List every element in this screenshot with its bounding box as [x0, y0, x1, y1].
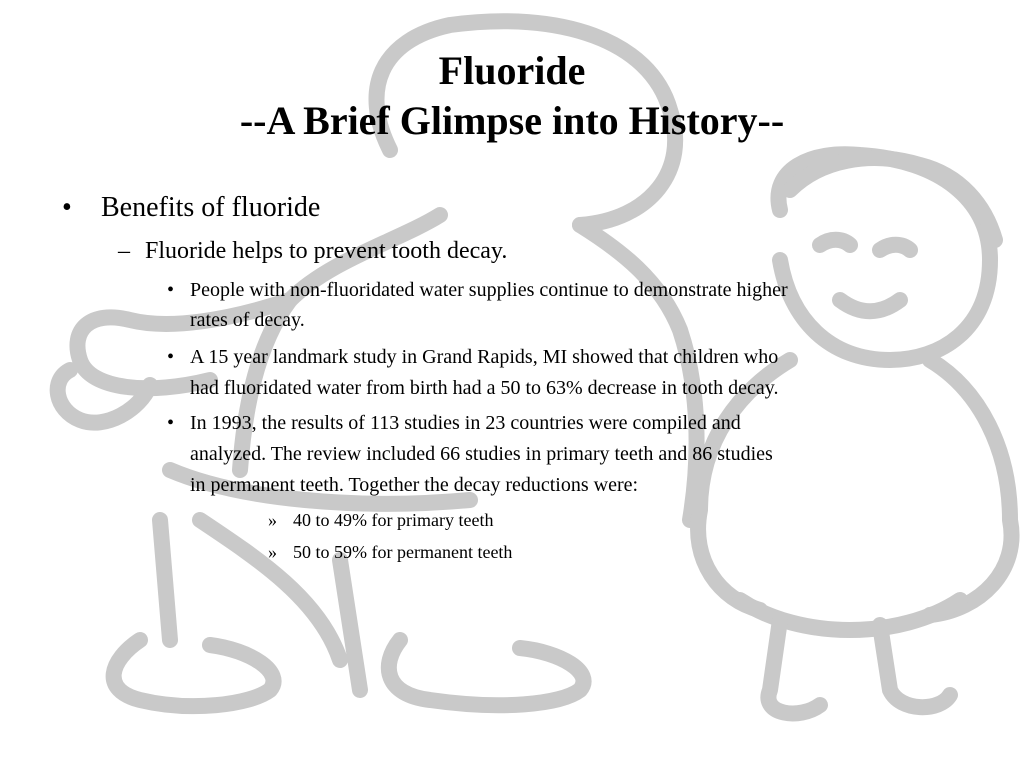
bullet-marker-level3: •	[167, 346, 175, 368]
title-line-2: --A Brief Glimpse into History--	[239, 98, 785, 143]
point-1993-review-line3: in permanent teeth. Together the decay reductions were:	[190, 474, 639, 496]
point-grand-rapids-line2: had fluoridated water from birth had a 50 to 63% decrease in tooth decay.	[190, 377, 779, 399]
point-1993-review-line2: analyzed. The review included 66 studies in primary teeth and 86 studies	[190, 443, 773, 465]
result-permanent-teeth: 50 to 59% for permanent teeth	[293, 542, 513, 562]
chevron-marker-level4: »	[268, 510, 277, 530]
dash-marker-level2: –	[118, 238, 130, 264]
point-grand-rapids-line1: A 15 year landmark study in Grand Rapids, MI showed that children who	[190, 346, 779, 368]
subbullet-text-prevent-decay: Fluoride helps to prevent tooth decay.	[145, 238, 508, 264]
point-1993-review-line1: In 1993, the results of 113 studies in 23 countries were compiled and	[190, 412, 741, 434]
point-non-fluoridated-line1: People with non-fluoridated water supplies continue to demonstrate higher	[190, 279, 788, 301]
bullet-marker-level1: •	[62, 192, 72, 223]
point-non-fluoridated-line2: rates of decay.	[190, 309, 305, 331]
bullet-text-benefits: Benefits of fluoride	[101, 192, 321, 223]
title-line-1: Fluoride	[438, 48, 586, 93]
bullet-marker-level3: •	[167, 412, 175, 434]
chevron-marker-level4: »	[268, 542, 277, 562]
result-primary-teeth: 40 to 49% for primary teeth	[293, 510, 494, 530]
bullet-marker-level3: •	[167, 279, 175, 301]
